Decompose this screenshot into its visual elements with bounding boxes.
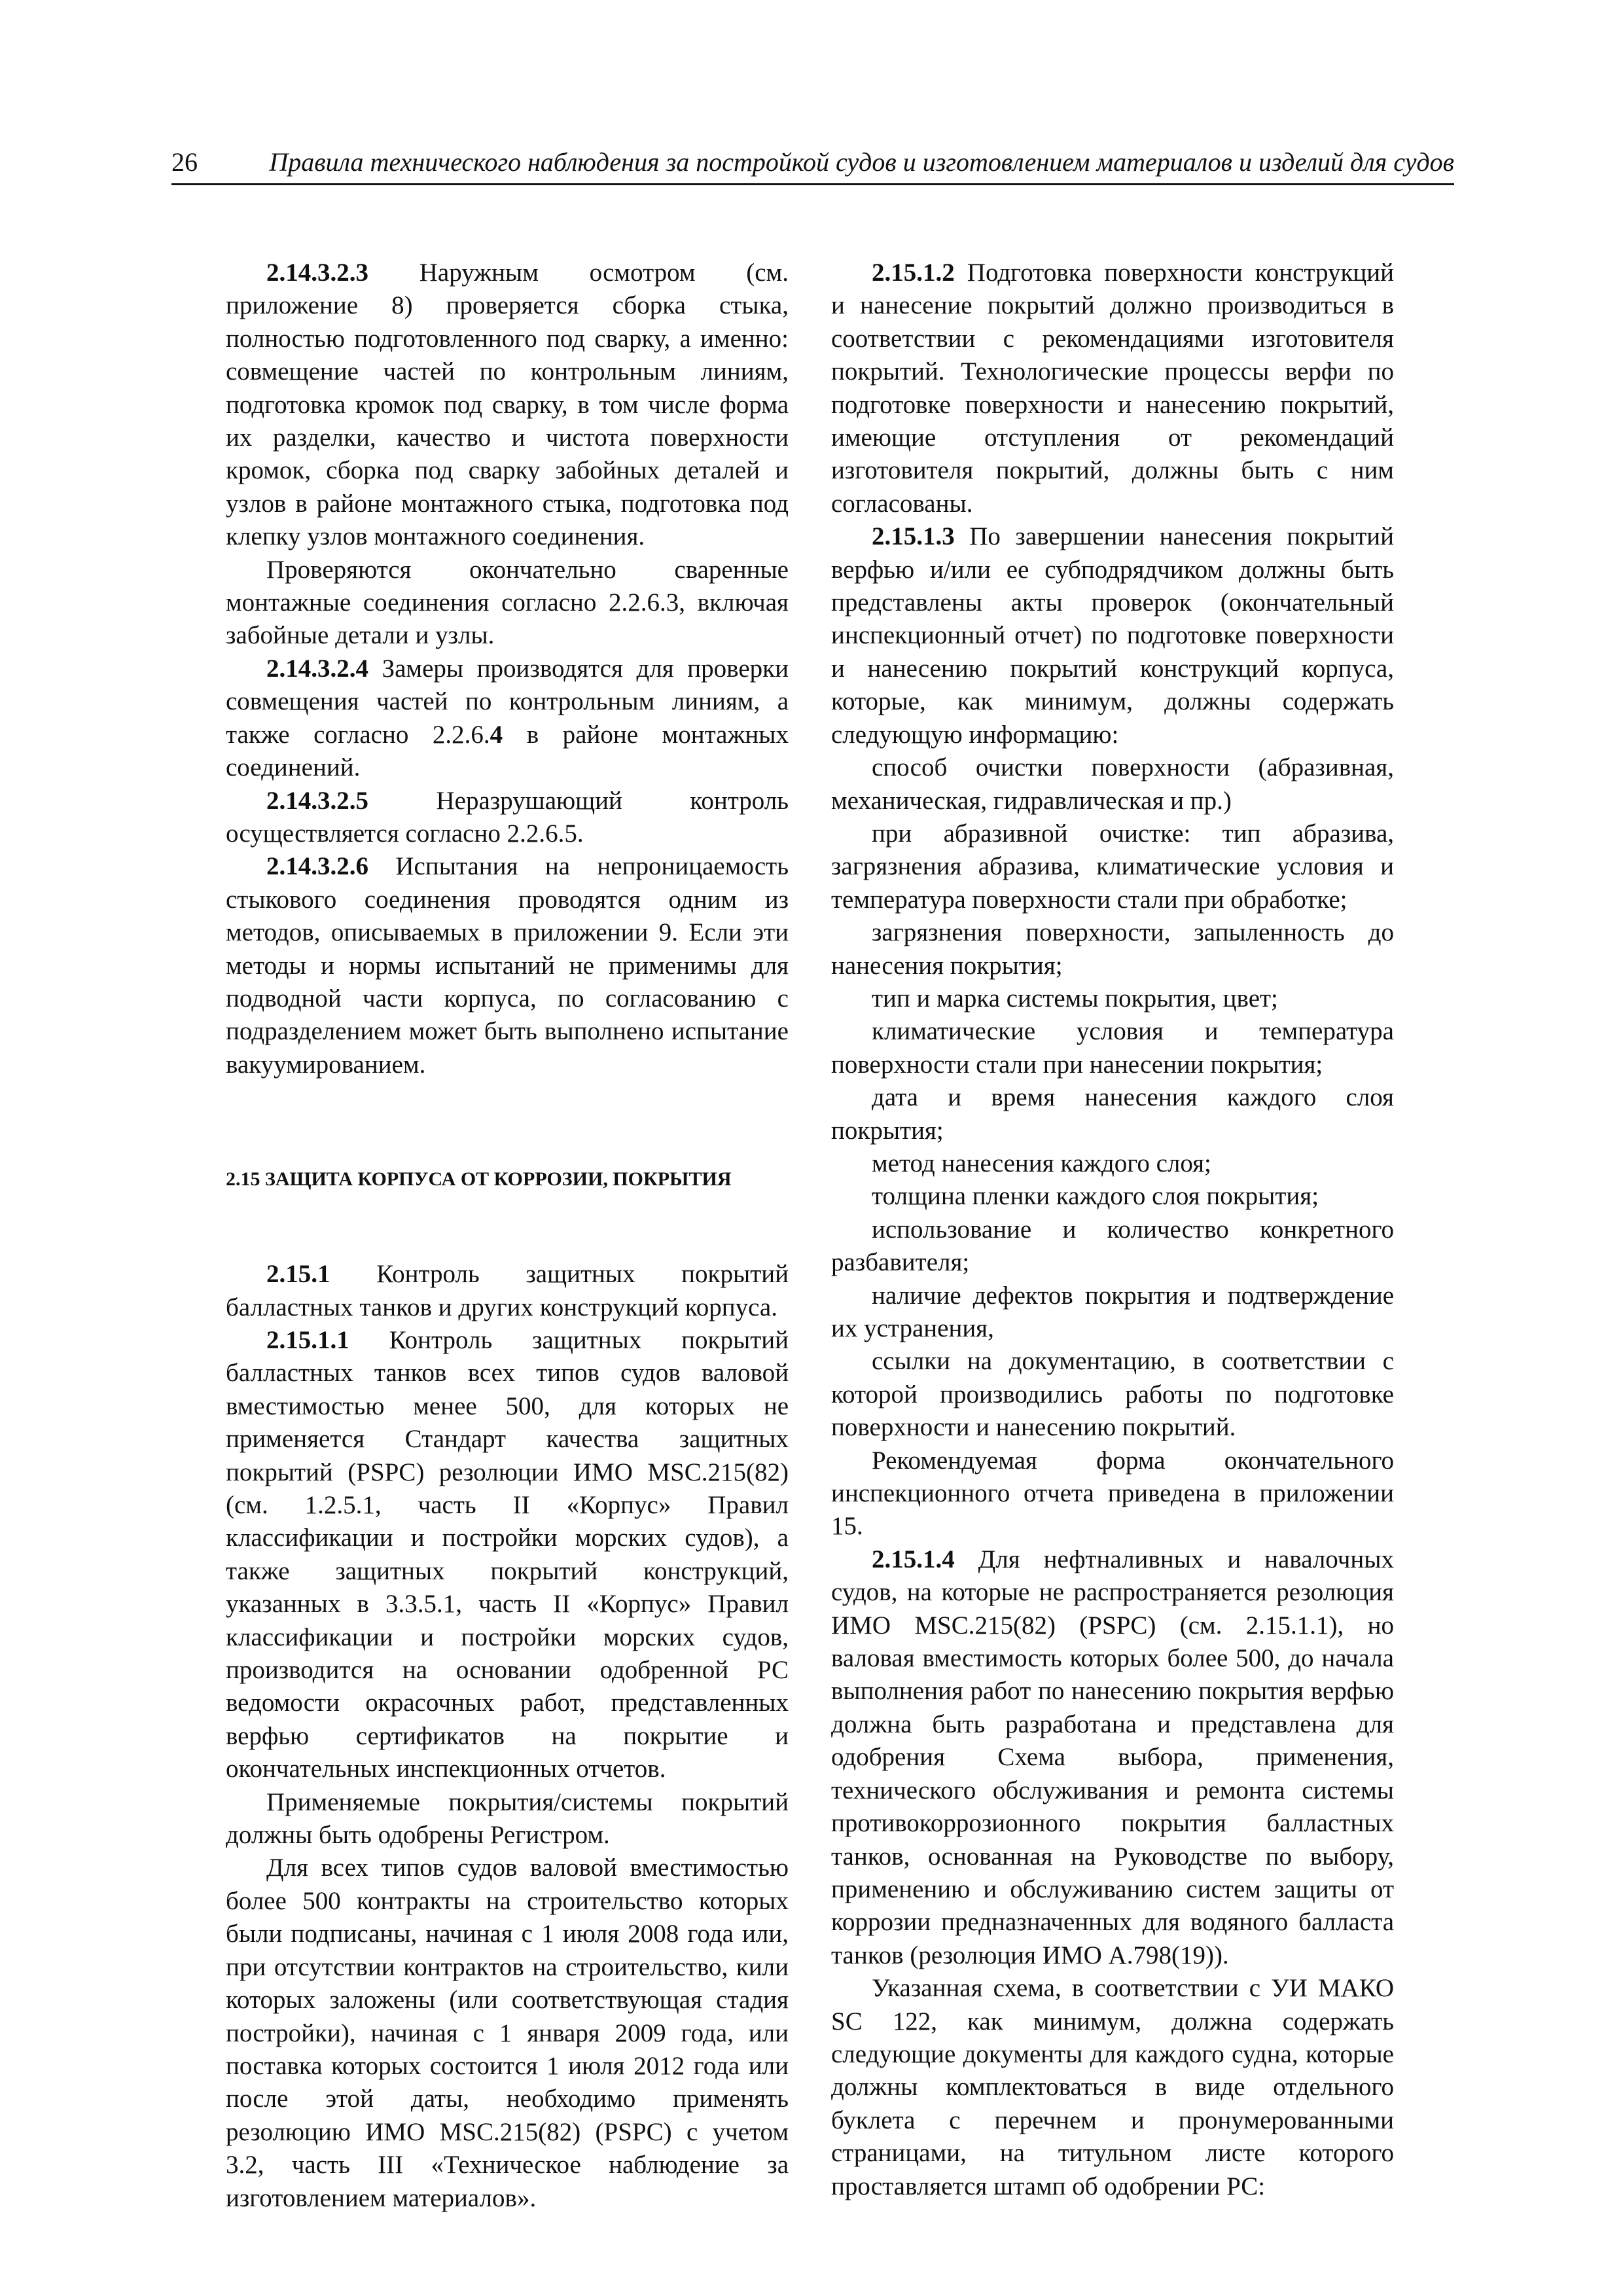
paragraph-2-15-1-4 (831, 1543, 1394, 1972)
right-column (831, 257, 1394, 2203)
paragraph-2-15-1-3 (831, 520, 1394, 751)
list-item: способ очистки поверхности (абразивная, механическая, гидравлическая и пр.) (831, 753, 1394, 815)
list-item: метод нанесения каждого слоя; (872, 1149, 1211, 1177)
clause-number: 2.15.1.2 (872, 259, 955, 287)
paragraph-text: По завершении нанесения покрытий верфью и/или ее субподрядчиком должны быть представлены акты проверок (окончательный инспекционный отчет) по подготовке поверхности и нанесению покрытий конструкций корпуса, которые, как минимум, должны содержать следующую информацию: (831, 522, 1394, 749)
paragraph-text: Указанная схема, в соответствии с УИ МАКО SC 122, как минимум, должна содержать следующие документы для каждого судна, которые должны комплектоваться в виде отдельного буклета с перечнем и пронумерованными страницами, на титульном листе которого проставляется штамп об одобрении РС: (831, 1974, 1394, 2200)
page-number: 26 (171, 147, 198, 177)
left-column (226, 257, 789, 2215)
paragraph-text: Наружным осмотром (см. приложение 8) проверяется сборка стыка, полностью подготовленного под сварку, а именно: совмещение частей по контрольным линиям, подготовка кромок под сварку, в том числе форма их разделки, качество и чистота поверхности кромок, сборка под сварку забойных деталей и узлов в районе монтажного стыка, подготовка под клепку узлов монтажного соединения. (226, 259, 789, 551)
clause-number: 2.15.1.3 (872, 522, 955, 551)
list-item: наличие дефектов покрытия и подтверждение их устранения, (831, 1281, 1394, 1342)
paragraph-text: Неразрушающий контроль осуществляется согласно 2.2.6.5. (226, 786, 789, 848)
list-item: использование и количество конкретного разбавителя; (831, 1215, 1394, 1277)
clause-number: 2.14.3.2.4 (266, 654, 368, 683)
paragraph-text: Для нефтналивных и навалочных судов, на которые не распространяется резолюция ИМО MSC.215(82) (PSPC) (см. 2.15.1.1), но валовая вместимость которых более 500, до начала выполнения работ по нанесению покрытия верфью должна быть разработана и представлена для одобрения Схема выбора, применения, технического обслуживания и ремонта системы противокоррозионного покрытия балластных танков, основанная на Руководстве по выбору, применению и обслуживанию систем защиты от коррозии предназначенных для водяного балласта танков (резолюция ИМО А.798(19)). (831, 1545, 1394, 1969)
paragraph-text: Замеры производятся для проверки совмещения частей по контрольным линиям, а также согласно 2.2.6. (226, 654, 789, 749)
list-item: толщина пленки каждого слоя покрытия; (872, 1182, 1319, 1211)
paragraph-2-14-3-2-5 (226, 785, 789, 851)
paragraph-text: Контроль защитных покрытий балластных танков и других конструкций корпуса. (226, 1260, 789, 1321)
list-item: загрязнения поверхности, запыленность до нанесения покрытия; (831, 918, 1394, 980)
paragraph-text: Применяемые покрытия/системы покрытий должны быть одобрены Регистром. (226, 1787, 789, 1850)
paragraph-text: Контроль защитных покрытий балластных танков всех типов судов валовой вместимостью менее 500, для которых не применяется Стандарт качества защитных покрытий (PSPC) резолюции ИМО MSC.215(82) (см. 1.2.5.1, часть II «Корпус» Правил классификации и постройки морских судов), а также защитных покрытий конструкций, указанных в 3.3.5.1, часть II «Корпус» Правил классификации и постройки морских судов, производится на основании одобренной РС ведомости окрасочных работ, представленных верфью сертификатов на покрытие и окончательных инспекционных отчетов. (226, 1325, 789, 1784)
clause-number: 2.14.3.2.5 (266, 786, 368, 815)
paragraph-2-15-1-1 (226, 1324, 789, 1786)
running-title: Правила технического наблюдения за постройкой судов и изготовлением материалов и изделий для судов (269, 147, 1454, 177)
paragraph-text: Проверяются окончательно сваренные монтажные соединения согласно 2.2.6.3, включая забойные детали и узлы. (226, 555, 789, 650)
clause-number: 2.15.1 (266, 1260, 330, 1289)
paragraph-2-14-3-2-3 (226, 257, 789, 554)
page-header (171, 143, 1454, 185)
section-heading: 2.15 ЗАЩИТА КОРПУСА ОТ КОРРОЗИИ, ПОКРЫТИЯ (226, 1168, 732, 1191)
list-item: климатические условия и температура поверхности стали при нанесении покрытия; (831, 1017, 1394, 1079)
paragraph-text: Подготовка поверхности конструкций и нанесение покрытий должно производиться в соответствии с рекомендациями изготовителя покрытий. Технологические процессы верфи по подготовке поверхности и нанесению покрытий, имеющие отступления от рекомендаций изготовителя покрытий, должны быть с ним согласованы. (831, 259, 1394, 518)
list-item: ссылки на документацию, в соответствии с которой производились работы по подготовке поверхности и нанесению покрытий. (831, 1347, 1394, 1442)
paragraph-text: в районе монтажных соединений. (226, 720, 789, 782)
clause-number: 2.15.1.4 (872, 1545, 955, 1573)
paragraph-2-15-1 (226, 1258, 789, 1324)
paragraph-2-14-3-2-6 (226, 850, 789, 1081)
paragraph-text: Для всех типов судов валовой вместимостью более 500 контракты на строительство которых были подписаны, начиная с 1 июля 2008 года или, при отсутствии контрактов на строительство, кили которых заложены (или соответствующая стадия постройки), начиная с 1 января 2009 года, или поставка которых состоится 1 июля 2012 года или после этой даты, необходимо применять резолюцию ИМО MSC.215(82) (PSPC) с учетом 3.2, часть III «Техническое наблюдение за изготовлением материалов». (226, 1854, 789, 2212)
paragraph-text: Рекомендуемая форма окончательного инспекционного отчета приведена в приложении 15. (831, 1446, 1394, 1541)
clause-number: 2.15.1.1 (266, 1325, 349, 1354)
clause-number: 2.14.3.2.3 (266, 259, 368, 287)
list-item: при абразивной очистке: тип абразива, загрязнения абразива, климатические условия и температура поверхности стали при обработке; (831, 819, 1394, 914)
paragraph-2-14-3-2-4 (226, 653, 789, 785)
bold-digit: 4 (490, 720, 503, 749)
paragraph-2-15-1-2 (831, 257, 1394, 520)
paragraph-text: Испытания на непроницаемость стыкового соединения проводятся одним из методов, описываемых в приложении 9. Если эти методы и нормы испытаний не применимы для подводной части корпуса, по согласованию с подразделением может быть выполнено испытание вакуумированием. (226, 852, 789, 1079)
list-item: дата и время нанесения каждого слоя покрытия; (831, 1083, 1394, 1145)
clause-number: 2.14.3.2.6 (266, 852, 368, 881)
list-item: тип и марка системы покрытия, цвет; (872, 984, 1278, 1013)
